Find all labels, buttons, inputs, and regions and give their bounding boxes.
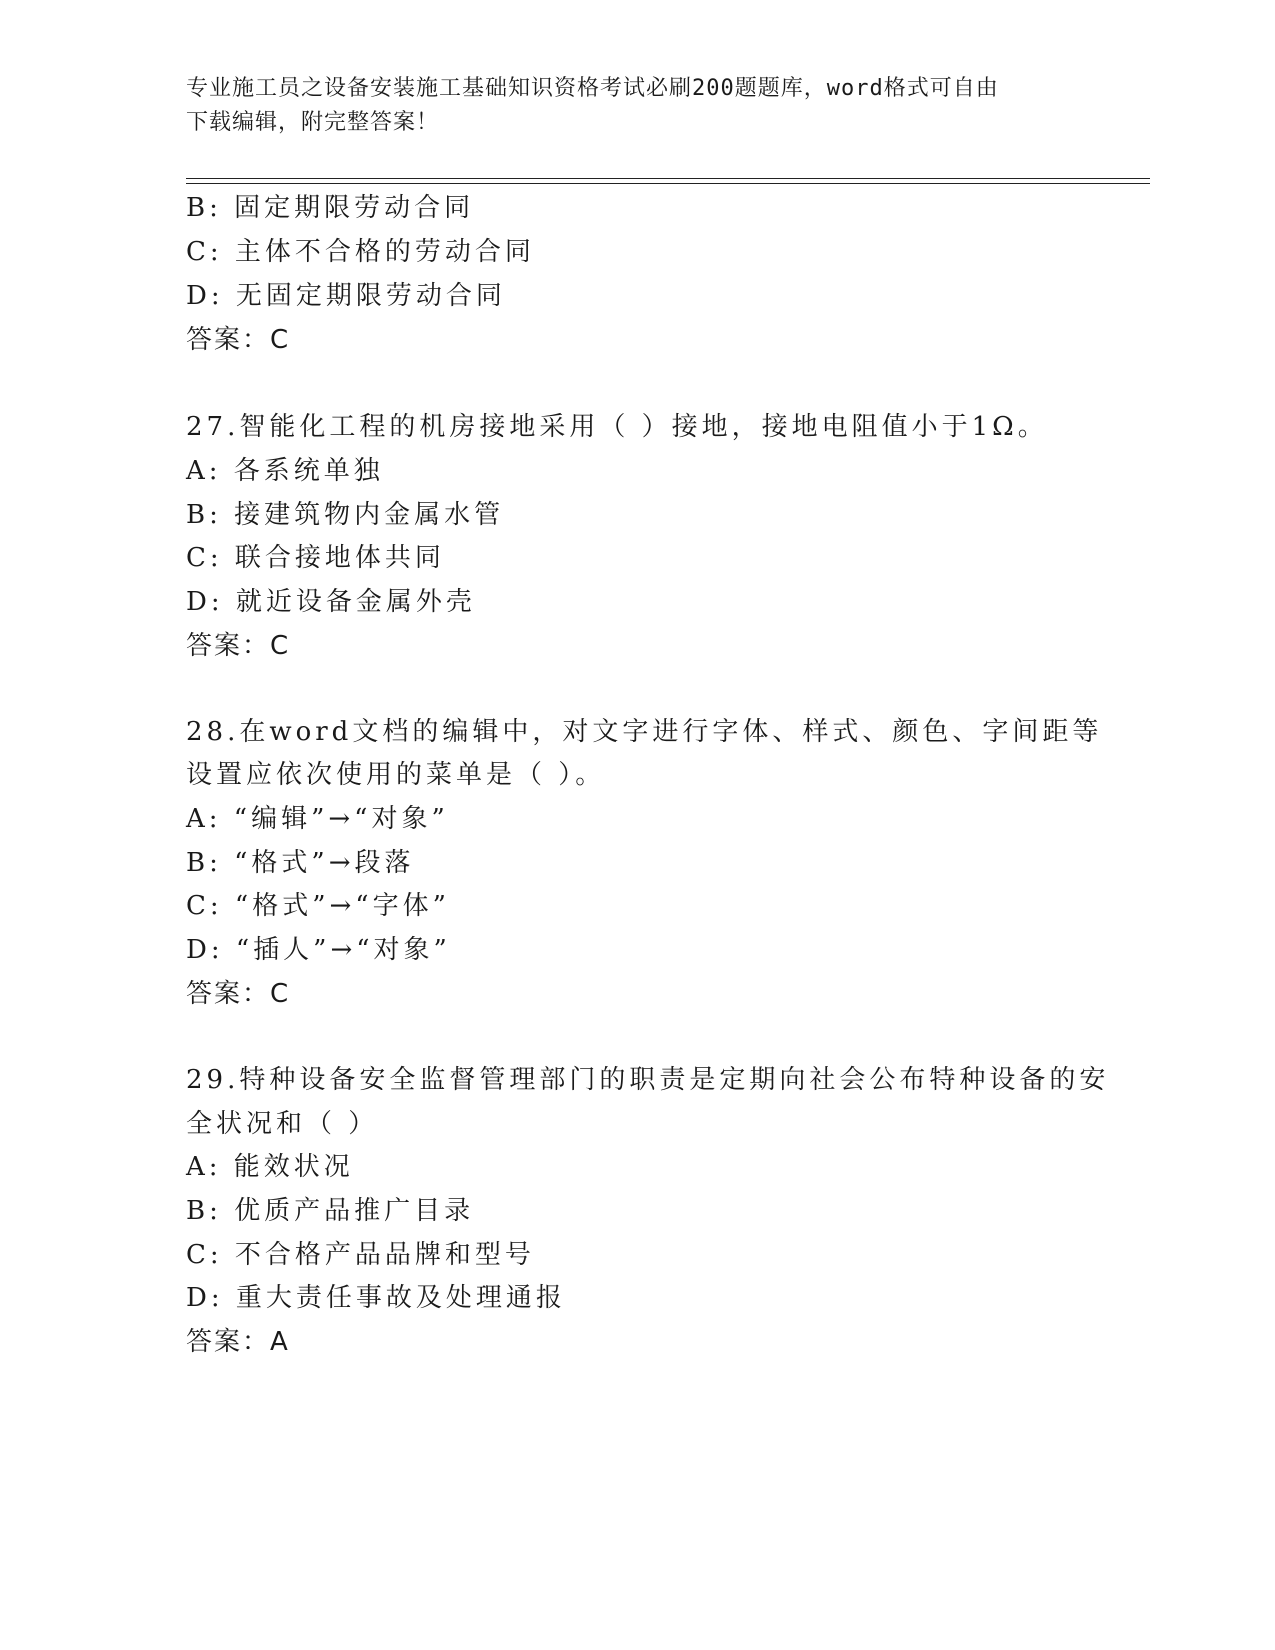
q27-stem: 27.智能化工程的机房接地采用（ ）接地，接地电阻值小于1Ω。 bbox=[186, 412, 1048, 442]
q27-option-d: D: 就近设备金属外壳 bbox=[186, 587, 476, 617]
page-header bbox=[186, 72, 1066, 140]
q28-option-b: B: “格式”→段落 bbox=[186, 848, 415, 878]
q27-option-a: A: 各系统单独 bbox=[186, 456, 384, 486]
prev-option-d: D: 无固定期限劳动合同 bbox=[186, 281, 506, 311]
q28-option-a: A: “编辑”→“对象” bbox=[186, 804, 449, 834]
q28-option-d: D: “插人”→“对象” bbox=[186, 935, 451, 965]
q29-option-d: D: 重大责任事故及处理通报 bbox=[186, 1283, 566, 1313]
header-title-line-2: 下载编辑，附完整答案！ bbox=[186, 110, 440, 135]
q29-answer: 答案：A bbox=[186, 1327, 290, 1357]
q27-answer: 答案：C bbox=[186, 631, 291, 661]
q29-option-b: B: 优质产品推广目录 bbox=[186, 1196, 475, 1226]
q28-stem-line-1: 28.在word文档的编辑中，对文字进行字体、样式、颜色、字间距等 bbox=[186, 717, 1103, 747]
q29-stem-line-1: 29.特种设备安全监督管理部门的职责是定期向社会公布特种设备的安 bbox=[186, 1065, 1110, 1095]
prev-option-c: C: 主体不合格的劳动合同 bbox=[186, 237, 535, 267]
q28-option-c: C: “格式”→“字体” bbox=[186, 891, 450, 921]
q29-option-a: A: 能效状况 bbox=[186, 1152, 354, 1182]
q27-option-c: C: 联合接地体共同 bbox=[186, 543, 445, 573]
header-title-line-1: 专业施工员之设备安装施工基础知识资格考试必刷200题题库，word格式可自由 bbox=[186, 76, 999, 101]
header-divider-top bbox=[186, 178, 1150, 179]
q28-answer: 答案：C bbox=[186, 979, 291, 1009]
prev-option-b: B: 固定期限劳动合同 bbox=[186, 193, 475, 223]
header-divider-bottom bbox=[186, 183, 1150, 184]
q28-stem-line-2: 设置应依次使用的菜单是（ ）。 bbox=[186, 760, 606, 790]
q27-option-b: B: 接建筑物内金属水管 bbox=[186, 500, 505, 530]
q29-stem-line-2: 全状况和（ ） bbox=[186, 1109, 379, 1139]
q29-option-c: C: 不合格产品品牌和型号 bbox=[186, 1240, 535, 1270]
prev-answer: 答案：C bbox=[186, 325, 291, 355]
